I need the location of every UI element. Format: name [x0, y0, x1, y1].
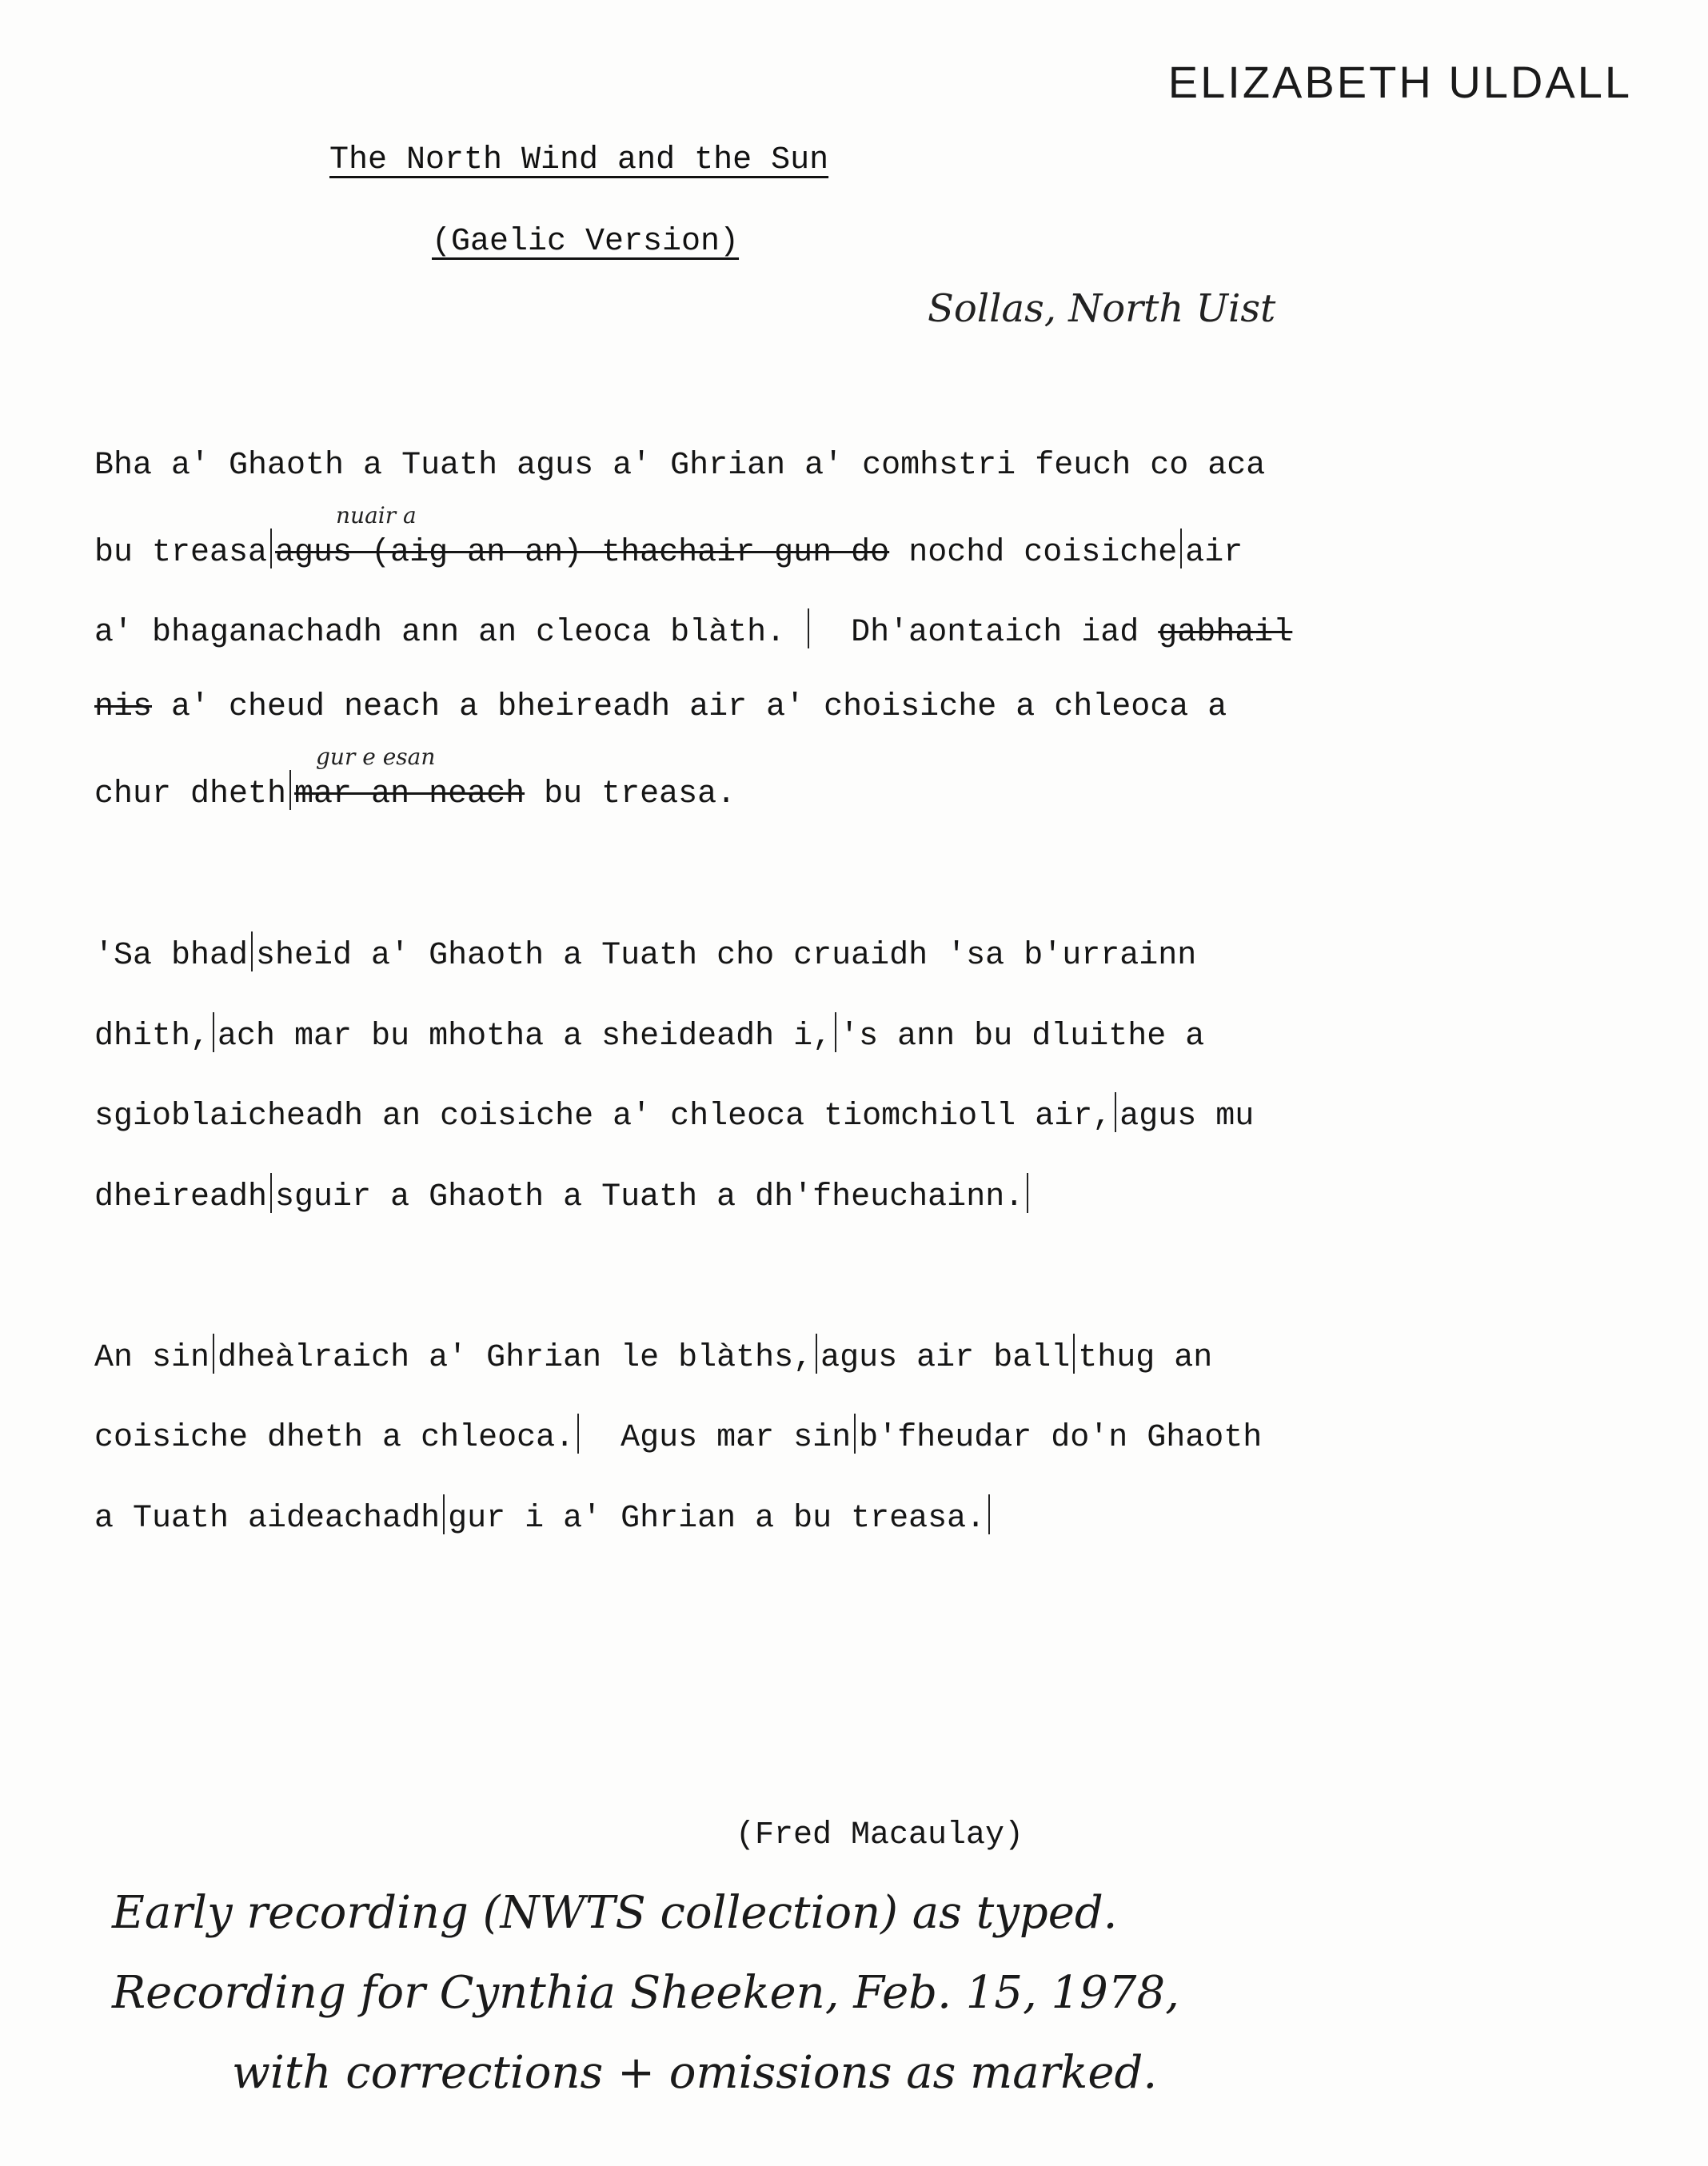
pause-mark: [854, 1414, 856, 1454]
pause-mark: [808, 608, 809, 648]
pause-mark: [1073, 1334, 1075, 1374]
pause-mark: [270, 529, 272, 568]
credit: (Fred Macaulay): [736, 1817, 1024, 1853]
p2-line2-c: 's ann bu dluithe a: [840, 1019, 1205, 1055]
p2-line4: [94, 1173, 1032, 1215]
p2-line2-b: ach mar bu mhotha a sheideadh i,: [217, 1019, 832, 1055]
p2-line3: [94, 1092, 1254, 1135]
p3-line1-a: An sin: [94, 1340, 210, 1376]
p2-line3-a: sgioblaicheadh an coisiche a' chleoca tiomchioll air,: [94, 1099, 1112, 1135]
p1-line4: [94, 689, 1227, 725]
p1-line2-b: nochd coisiche: [908, 535, 1178, 571]
pause-mark: [577, 1414, 579, 1454]
p3-line1-c: agus air ball: [820, 1340, 1071, 1376]
page-title: [329, 142, 828, 178]
p1-line5-deleted: mar an neach: [294, 776, 525, 812]
p3-line3-b: gur i a' Ghrian a bu treasa.: [448, 1501, 986, 1537]
pause-mark: [251, 931, 253, 971]
p3-line3-a: a Tuath aideachadh: [94, 1501, 441, 1537]
p1-line2-a: bu treasa: [94, 535, 268, 571]
p1-line2: [94, 529, 1243, 571]
author-stamp: ELIZABETH ULDALL: [1167, 57, 1632, 107]
p3-line1-d: thug an: [1078, 1340, 1213, 1376]
p3-line2-c: b'fheudar do'n Ghaoth: [859, 1420, 1263, 1456]
pause-mark: [213, 1012, 214, 1052]
p2-line1-a: 'Sa bhad: [94, 938, 249, 974]
p2-line1: [94, 931, 1196, 974]
handwritten-note-line2: Recording for Cynthia Sheeken, Feb. 15, 1978,: [112, 1967, 1179, 2019]
p1-line3: [94, 608, 1292, 651]
location-note: Sollas, North Uist: [928, 286, 1276, 331]
pause-mark: [1115, 1092, 1116, 1132]
handwritten-note-line3: with corrections + omissions as marked.: [232, 2047, 1158, 2099]
p1-line5-b: bu treasa.: [544, 776, 736, 812]
pause-mark: [213, 1334, 214, 1374]
p3-line3: [94, 1494, 993, 1537]
pause-mark: [988, 1494, 990, 1534]
p1-line4-text: a' cheud neach a bheireadh air a' choisiche a chleoca a: [171, 689, 1227, 725]
p1-line2-deleted: agus (aig an an) thachair gun do: [275, 535, 890, 571]
p2-line2-a: dhith,: [94, 1019, 210, 1055]
p3-line1-b: dheàlraich a' Ghrian le blàths,: [217, 1340, 813, 1376]
p3-line2-a: coisiche dheth a chleoca.: [94, 1420, 575, 1456]
p1-line2-insert: nuair a: [336, 502, 417, 529]
p1-line5-a: chur dheth: [94, 776, 287, 812]
p1-line2-c: air: [1185, 535, 1243, 571]
p2-line4-b: sguir a Ghaoth a Tuath a dh'fheuchainn.: [275, 1179, 1024, 1215]
p3-line2-b: Agus mar sin: [621, 1420, 852, 1456]
p3-line2: [94, 1414, 1262, 1456]
pause-mark: [443, 1494, 445, 1534]
p2-line1-b: sheid a' Ghaoth a Tuath cho cruaidh 'sa b'urrainn: [256, 938, 1197, 974]
p1-line3-a: a' bhaganachadh ann an cleoca blàth.: [94, 615, 786, 651]
p1-line3-deleted: gabhail: [1158, 615, 1293, 651]
p1-line5-insert: gur e esan: [316, 744, 436, 770]
p1-line1: Bha a' Ghaoth a Tuath agus a' Ghrian a' comhstri feuch co aca: [94, 448, 1266, 484]
page-subtitle: [432, 224, 739, 260]
pause-mark: [816, 1334, 817, 1374]
subtitle-text: (Gaelic Version): [432, 224, 740, 260]
p2-line2: [94, 1012, 1204, 1055]
handwritten-note-line1: Early recording (NWTS collection) as typed.: [112, 1887, 1118, 1939]
p2-line3-b: agus mu: [1119, 1099, 1255, 1135]
p2-line4-a: dheireadh: [94, 1179, 268, 1215]
title-text: The North Wind and the Sun: [329, 142, 829, 178]
p1-line4-deleted: nis: [94, 689, 153, 725]
p3-line1: [94, 1334, 1212, 1376]
pause-mark: [289, 770, 291, 810]
pause-mark: [835, 1012, 836, 1052]
p1-line5: [94, 770, 736, 812]
pause-mark: [1180, 529, 1182, 568]
pause-mark: [270, 1173, 272, 1213]
p1-line3-b: Dh'aontaich iad: [851, 615, 1139, 651]
pause-mark: [1027, 1173, 1028, 1213]
